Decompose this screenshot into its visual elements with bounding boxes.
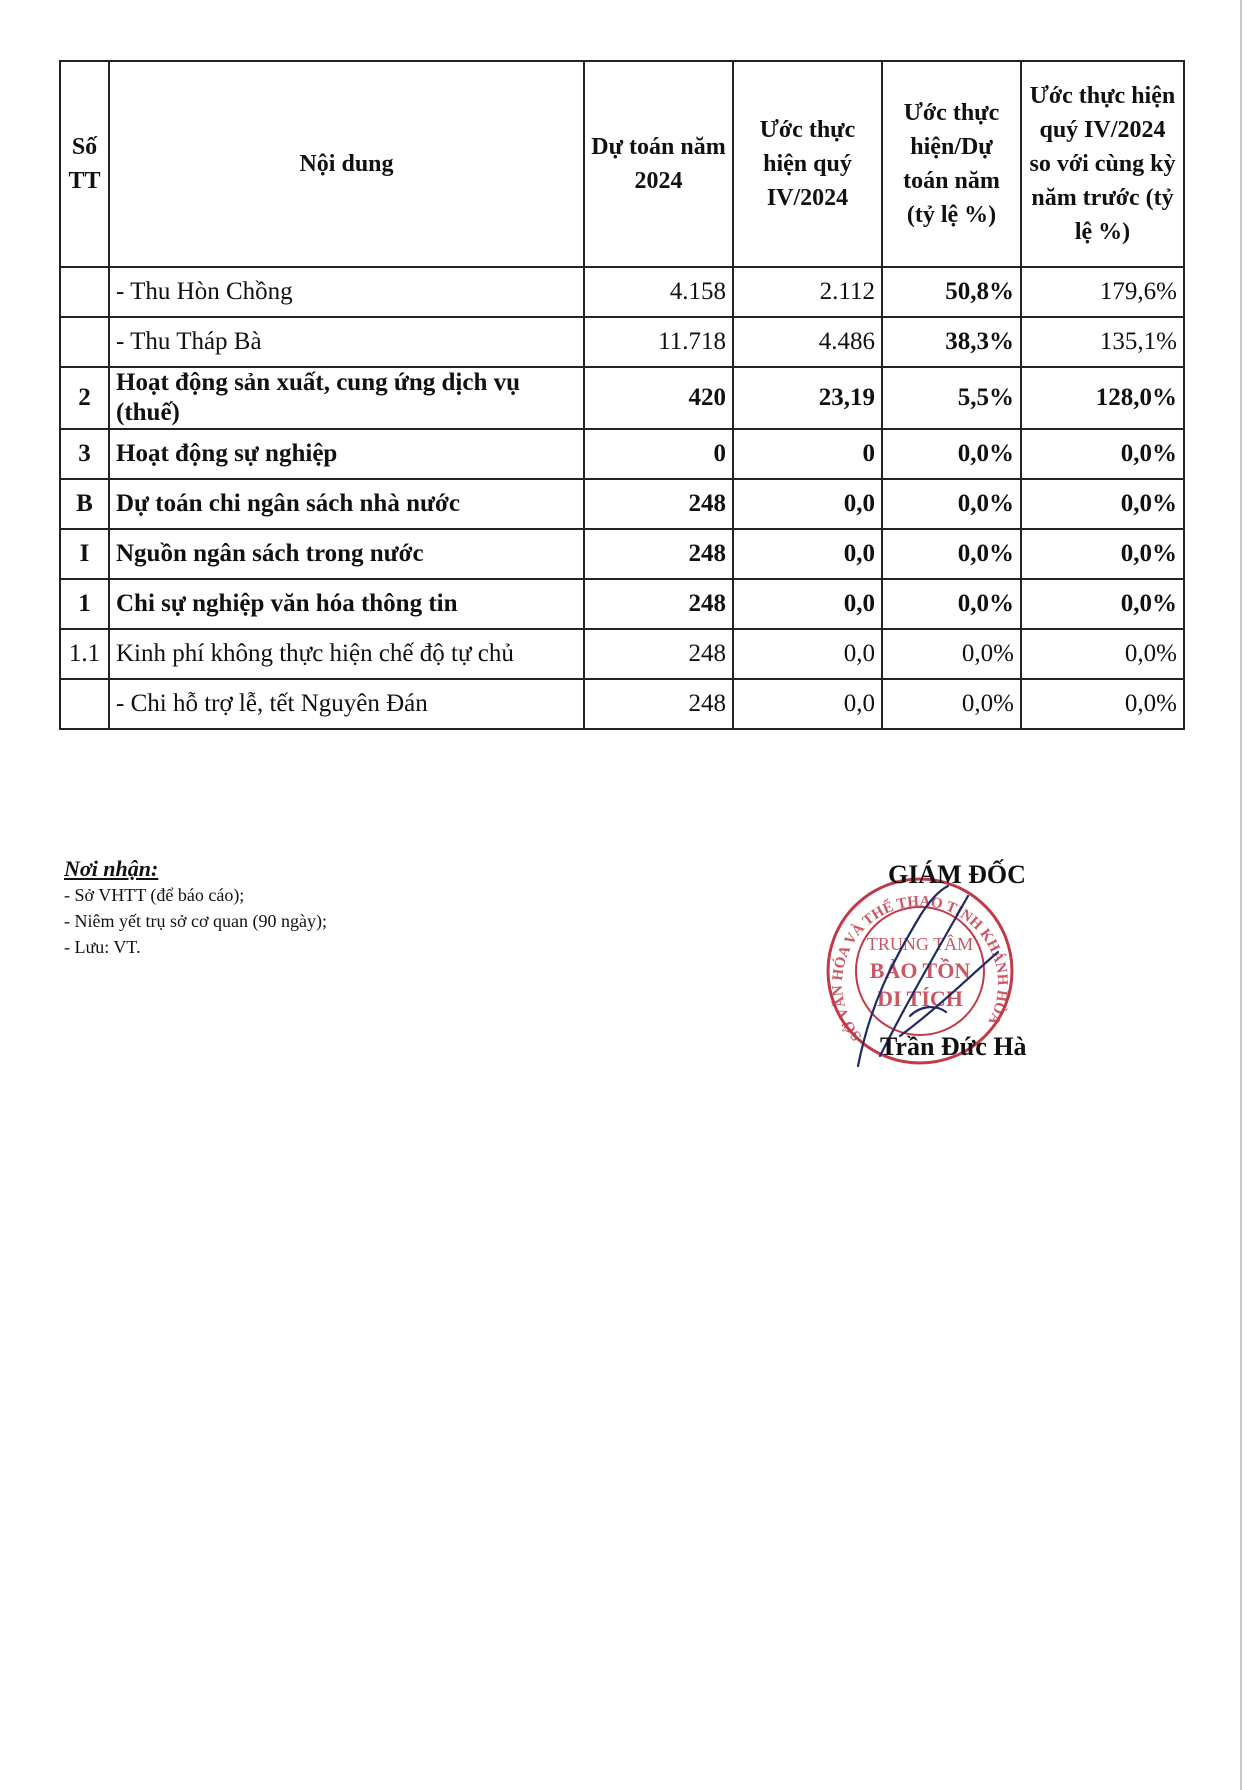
stamp-line: TRUNG TÂM bbox=[866, 934, 974, 954]
table-row bbox=[60, 579, 1184, 629]
table-row bbox=[60, 317, 1184, 367]
table-row bbox=[60, 529, 1184, 579]
recipients-title: Nơi nhận: bbox=[64, 856, 159, 881]
row-ratio-prev: 179,6% bbox=[1021, 267, 1184, 317]
row-ratio-prev: 0,0% bbox=[1021, 579, 1184, 629]
row-content: Chi sự nghiệp văn hóa thông tin bbox=[109, 579, 584, 629]
table-row bbox=[60, 679, 1184, 729]
row-content: Hoạt động sản xuất, cung ứng dịch vụ (thuế) bbox=[109, 367, 584, 429]
row-estimate: 420 bbox=[584, 367, 733, 429]
row-ratio-year: 0,0% bbox=[882, 629, 1021, 679]
row-q4: 4.486 bbox=[733, 317, 882, 367]
row-content: - Thu Tháp Bà bbox=[109, 317, 584, 367]
header-estimate: Dự toán năm 2024 bbox=[584, 61, 733, 267]
row-q4: 0,0 bbox=[733, 629, 882, 679]
row-stt bbox=[60, 267, 109, 317]
header-content: Nội dung bbox=[109, 61, 584, 267]
row-ratio-prev: 0,0% bbox=[1021, 479, 1184, 529]
row-content: - Thu Hòn Chồng bbox=[109, 267, 584, 317]
row-estimate: 248 bbox=[584, 579, 733, 629]
table-row bbox=[60, 429, 1184, 479]
budget-table bbox=[59, 60, 1185, 730]
row-ratio-prev: 0,0% bbox=[1021, 629, 1184, 679]
row-stt: 2 bbox=[60, 367, 109, 429]
row-estimate: 0 bbox=[584, 429, 733, 479]
row-ratio-prev: 0,0% bbox=[1021, 529, 1184, 579]
table-row bbox=[60, 267, 1184, 317]
row-content: Hoạt động sự nghiệp bbox=[109, 429, 584, 479]
row-ratio-year: 0,0% bbox=[882, 479, 1021, 529]
row-ratio-prev: 128,0% bbox=[1021, 367, 1184, 429]
row-ratio-year: 0,0% bbox=[882, 579, 1021, 629]
row-ratio-year: 0,0% bbox=[882, 429, 1021, 479]
recipient-item: - Lưu: VT. bbox=[64, 937, 141, 957]
row-stt: I bbox=[60, 529, 109, 579]
table-row bbox=[60, 629, 1184, 679]
row-estimate: 248 bbox=[584, 529, 733, 579]
signer-role: GIÁM ĐỐC bbox=[888, 860, 1026, 889]
row-stt: 3 bbox=[60, 429, 109, 479]
row-stt: 1 bbox=[60, 579, 109, 629]
header-q4: Ước thực hiện quý IV/2024 bbox=[733, 61, 882, 267]
row-q4: 2.112 bbox=[733, 267, 882, 317]
row-content: - Chi hỗ trợ lễ, tết Nguyên Đán bbox=[109, 679, 584, 729]
row-stt bbox=[60, 317, 109, 367]
row-stt: 1.1 bbox=[60, 629, 109, 679]
row-content: Kinh phí không thực hiện chế độ tự chủ bbox=[109, 629, 584, 679]
row-estimate: 11.718 bbox=[584, 317, 733, 367]
row-q4: 0,0 bbox=[733, 479, 882, 529]
stamp-line: DI TÍCH bbox=[877, 986, 963, 1011]
table-row bbox=[60, 367, 1184, 429]
row-ratio-year: 0,0% bbox=[882, 679, 1021, 729]
row-ratio-prev: 0,0% bbox=[1021, 429, 1184, 479]
header-stt: Số TT bbox=[60, 61, 109, 267]
stamp-line: BẢO TỒN bbox=[869, 958, 971, 983]
signature-block bbox=[770, 856, 1100, 1076]
table-header-row bbox=[60, 61, 1184, 267]
header-ratio-prev: Ước thực hiện quý IV/2024 so với cùng kỳ năm trước (tỷ lệ %) bbox=[1021, 61, 1184, 267]
row-content: Dự toán chi ngân sách nhà nước bbox=[109, 479, 584, 529]
recipients-block bbox=[64, 856, 327, 960]
recipient-item: - Niêm yết trụ sở cơ quan (90 ngày); bbox=[64, 911, 327, 931]
row-stt bbox=[60, 679, 109, 729]
row-ratio-prev: 0,0% bbox=[1021, 679, 1184, 729]
recipient-item: - Sở VHTT (để báo cáo); bbox=[64, 885, 245, 905]
row-ratio-year: 0,0% bbox=[882, 529, 1021, 579]
row-estimate: 248 bbox=[584, 629, 733, 679]
row-q4: 23,19 bbox=[733, 367, 882, 429]
row-q4: 0,0 bbox=[733, 529, 882, 579]
row-q4: 0,0 bbox=[733, 679, 882, 729]
row-q4: 0,0 bbox=[733, 579, 882, 629]
stamp-ring-text: SỞ VĂN HÓA VÀ THỂ THAO TỈNH KHÁNH HÒA bbox=[829, 893, 1011, 1044]
row-stt: B bbox=[60, 479, 109, 529]
row-estimate: 248 bbox=[584, 479, 733, 529]
signer-name: Trần Đức Hà bbox=[880, 1032, 1027, 1061]
row-q4: 0 bbox=[733, 429, 882, 479]
table-row bbox=[60, 479, 1184, 529]
row-ratio-year: 50,8% bbox=[882, 267, 1021, 317]
row-estimate: 4.158 bbox=[584, 267, 733, 317]
header-ratio-year: Ước thực hiện/Dự toán năm (tỷ lệ %) bbox=[882, 61, 1021, 267]
page-edge bbox=[1240, 0, 1242, 1790]
row-content: Nguồn ngân sách trong nước bbox=[109, 529, 584, 579]
row-ratio-year: 38,3% bbox=[882, 317, 1021, 367]
row-estimate: 248 bbox=[584, 679, 733, 729]
row-ratio-prev: 135,1% bbox=[1021, 317, 1184, 367]
row-ratio-year: 5,5% bbox=[882, 367, 1021, 429]
